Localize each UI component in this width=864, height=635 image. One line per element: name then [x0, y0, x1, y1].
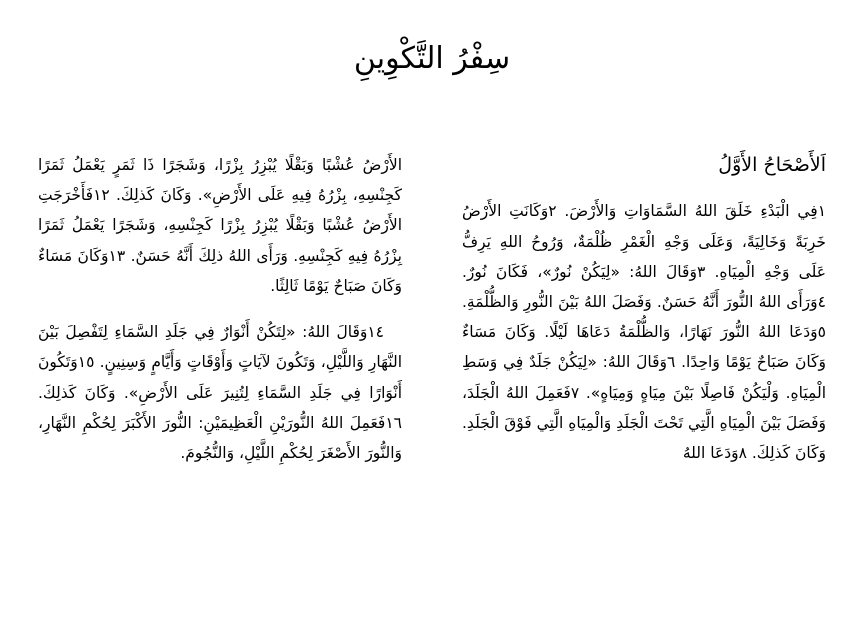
column-right	[452, 150, 826, 620]
paragraph: ١٤وَقَالَ اللهُ: «لِتَكُنْ أَنْوَارٌ فِي جَلَدِ السَّمَاءِ لِتَفْصِلَ بَيْنَ النَّهَارِ وَاللَّيْلِ، وَتَكُونَ لآيَاتٍ وَأَوْقَاتٍ وَأَيَّامٍ وَسِنِينٍ. ١٥وَتَكُونَ أَنْوَارًا فِي جَلَدِ السَّمَاءِ لِتُنِيرَ عَلَى الأَرْضِ». وَكَانَ كَذلِكَ. ١٦فَعَمِلَ اللهُ النُّورَيْنِ الْعَظِيمَيْنِ: النُّورَ الأَكْبَرَ لِحُكْمِ النَّهَارِ، وَالنُّورَ الأَصْغَرَ لِحُكْمِ اللَّيْلِ، وَالنُّجُومَ.	[38, 323, 402, 462]
page-title: سِفْرُ التَّكْوِينِ	[353, 41, 511, 76]
paragraph: ١فِي الْبَدْءِ خَلَقَ اللهُ السَّمَاوَاتِ وَالأَرْضَ. ٢وَكَانَتِ الأَرْضُ خَرِبَةً وَخَالِيَةً، وَعَلَى وَجْهِ الْغَمْرِ ظُلْمَةٌ، وَرُوحُ اللهِ يَرِفُّ عَلَى وَجْهِ الْمِيَاهِ. ٣وَقَالَ اللهُ: «لِيَكُنْ نُورٌ»، فَكَانَ نُورٌ. ٤وَرَأَى اللهُ النُّورَ أَنَّهُ حَسَنٌ. وَفَصَلَ اللهُ بَيْنَ النُّورِ وَالظُّلْمَةِ. ٥وَدَعَا اللهُ النُّورَ نَهَارًا، وَالظُّلْمَةُ دَعَاهَا لَيْلًا. وَكَانَ مَسَاءٌ وَكَانَ صَبَاحٌ يَوْمًا وَاحِدًا. ٦وَقَالَ اللهُ: «لِيَكُنْ جَلَدٌ فِي وَسَطِ الْمِيَاهِ. وَلْيَكُنْ فَاصِلًا بَيْنَ مِيَاهٍ وَمِيَاهٍ». ٧فَعَمِلَ اللهُ الْجَلَدَ، وَفَصَلَ بَيْنَ الْمِيَاهِ الَّتِي تَحْتَ الْجَلَدِ وَالْمِيَاهِ الَّتِي فَوْقَ الْجَلَدِ. وَكَانَ كَذلِكَ. ٨وَدَعَا اللهُ	[462, 202, 826, 463]
paragraph: الأَرْضُ عُشْبًا وَبَقْلًا يُبْزِرُ بِزْرًا، وَشَجَرًا ذَا ثَمَرٍ يَعْمَلُ ثَمَرًا كَجِنْسِهِ، بِزْرُهُ فِيهِ عَلَى الأَرْضِ». وَكَانَ كَذلِكَ. ١٢فَأَخْرَجَتِ الأَرْضُ عُشْبًا وَبَقْلًا يُبْزِرُ بِزْرًا كَجِنْسِهِ، وَشَجَرًا يَعْمَلُ ثَمَرًا بِزْرُهُ فِيهِ كَجِنْسِهِ. وَرَأَى اللهُ ذلِكَ أَنَّهُ حَسَنٌ. ١٣وَكَانَ مَسَاءٌ وَكَانَ صَبَاحٌ يَوْمًا ثَالِثًا.	[38, 156, 402, 295]
chapter-heading: اَلأَصْحَاحُ الأَوَّلُ	[718, 154, 826, 176]
column-left	[38, 150, 412, 620]
paragraph-spacer	[38, 303, 402, 317]
two-column-text-body	[38, 150, 826, 620]
